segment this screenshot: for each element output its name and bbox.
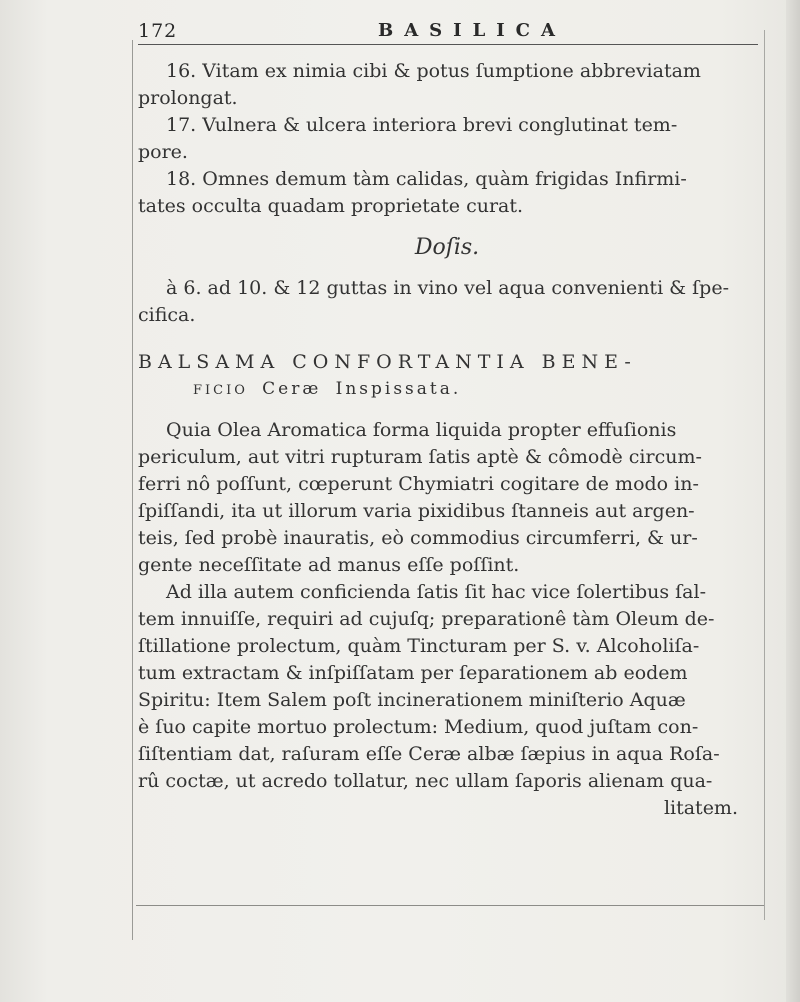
item-18-line-2: tates occulta quadam proprietate curat. bbox=[138, 195, 524, 217]
section-title-line-1: BALSAMA CONFORTANTIA BENE- bbox=[138, 351, 637, 373]
header-rule bbox=[138, 44, 758, 45]
paragraph-2-line: rû coctæ, ut acredo tollatur, nec ullam ſaporis alienam qua- bbox=[138, 770, 713, 792]
paragraph-2-line: Ad illa autem conficienda ſatis ſit hac vice ſolertibus ſal- bbox=[166, 581, 706, 603]
dosis-line-2: cifica. bbox=[138, 304, 196, 326]
page-number: 172 bbox=[138, 20, 178, 42]
paragraph-2-line: è ſuo capite mortuo prolectum: Medium, quod juſtam con- bbox=[138, 716, 699, 738]
paragraph-2-line: Spiritu: Item Salem poſt incinerationem miniſterio Aquæ bbox=[138, 689, 686, 711]
dosis-line-1: à 6. ad 10. & 12 guttas in vino vel aqua convenienti & ſpe- bbox=[166, 277, 729, 299]
bottom-rule bbox=[136, 905, 764, 906]
item-16-line-2: prolongat. bbox=[138, 87, 238, 109]
paragraph-1-line: Quia Olea Aromatica forma liquida propter effuſionis bbox=[166, 419, 677, 441]
page-header bbox=[138, 20, 758, 50]
right-margin-rule bbox=[764, 30, 765, 920]
main-text bbox=[138, 58, 756, 822]
paragraph-1-line: ferri nô poſſunt, cœperunt Chymiatri cogitare de modo in- bbox=[138, 473, 699, 495]
section-title-line-2 bbox=[138, 376, 756, 403]
paragraph-2-line: tem innuiſſe, requiri ad cujuſq; preparationê tàm Oleum de- bbox=[138, 608, 715, 630]
paragraph-2-line: ſtillatione prolectum, quàm Tincturam per S. v. Alcoholiſa- bbox=[138, 635, 700, 657]
paragraph-1-line: gente neceſſitate ad manus eſſe poſſint. bbox=[138, 554, 520, 576]
item-17-line-1: 17. Vulnera & ulcera interiora brevi conglutinat tem- bbox=[166, 114, 678, 136]
dosis-heading: Doſis. bbox=[414, 235, 480, 260]
item-18-line-1: 18. Omnes demum tàm calidas, quàm frigidas Infirmi- bbox=[166, 168, 687, 190]
page-edge bbox=[786, 0, 800, 1002]
section-title-word-cerae: Ceræ bbox=[262, 379, 322, 399]
left-margin-rule bbox=[132, 40, 133, 940]
paragraph-2-line: ſiſtentiam dat, raſuram eſſe Ceræ albæ ſæpius in aqua Roſa- bbox=[138, 743, 720, 765]
paragraph-2-line: tum extractam & inſpiſſatam per ſeparationem ab eodem bbox=[138, 662, 688, 684]
paragraph-1-line: periculum, aut vitri rupturam ſatis aptè & cômodè circum- bbox=[138, 446, 702, 468]
item-16-line-1: 16. Vitam ex nimia cibi & potus ſumptione abbreviatam bbox=[166, 60, 701, 82]
running-title: BASILICA bbox=[378, 20, 566, 41]
item-17-line-2: pore. bbox=[138, 141, 188, 163]
section-title-prefix: FICIO bbox=[193, 383, 248, 398]
paragraph-1-line: ſpiſſandi, ita ut illorum varia pixidibus ſtanneis aut argen- bbox=[138, 500, 695, 522]
paragraph-1-line: teis, ſed probè inauratis, eò commodius circumferri, & ur- bbox=[138, 527, 698, 549]
section-title-word-inspissata: Inspissata. bbox=[335, 379, 462, 399]
paragraph-2-line: litatem. bbox=[663, 797, 738, 819]
